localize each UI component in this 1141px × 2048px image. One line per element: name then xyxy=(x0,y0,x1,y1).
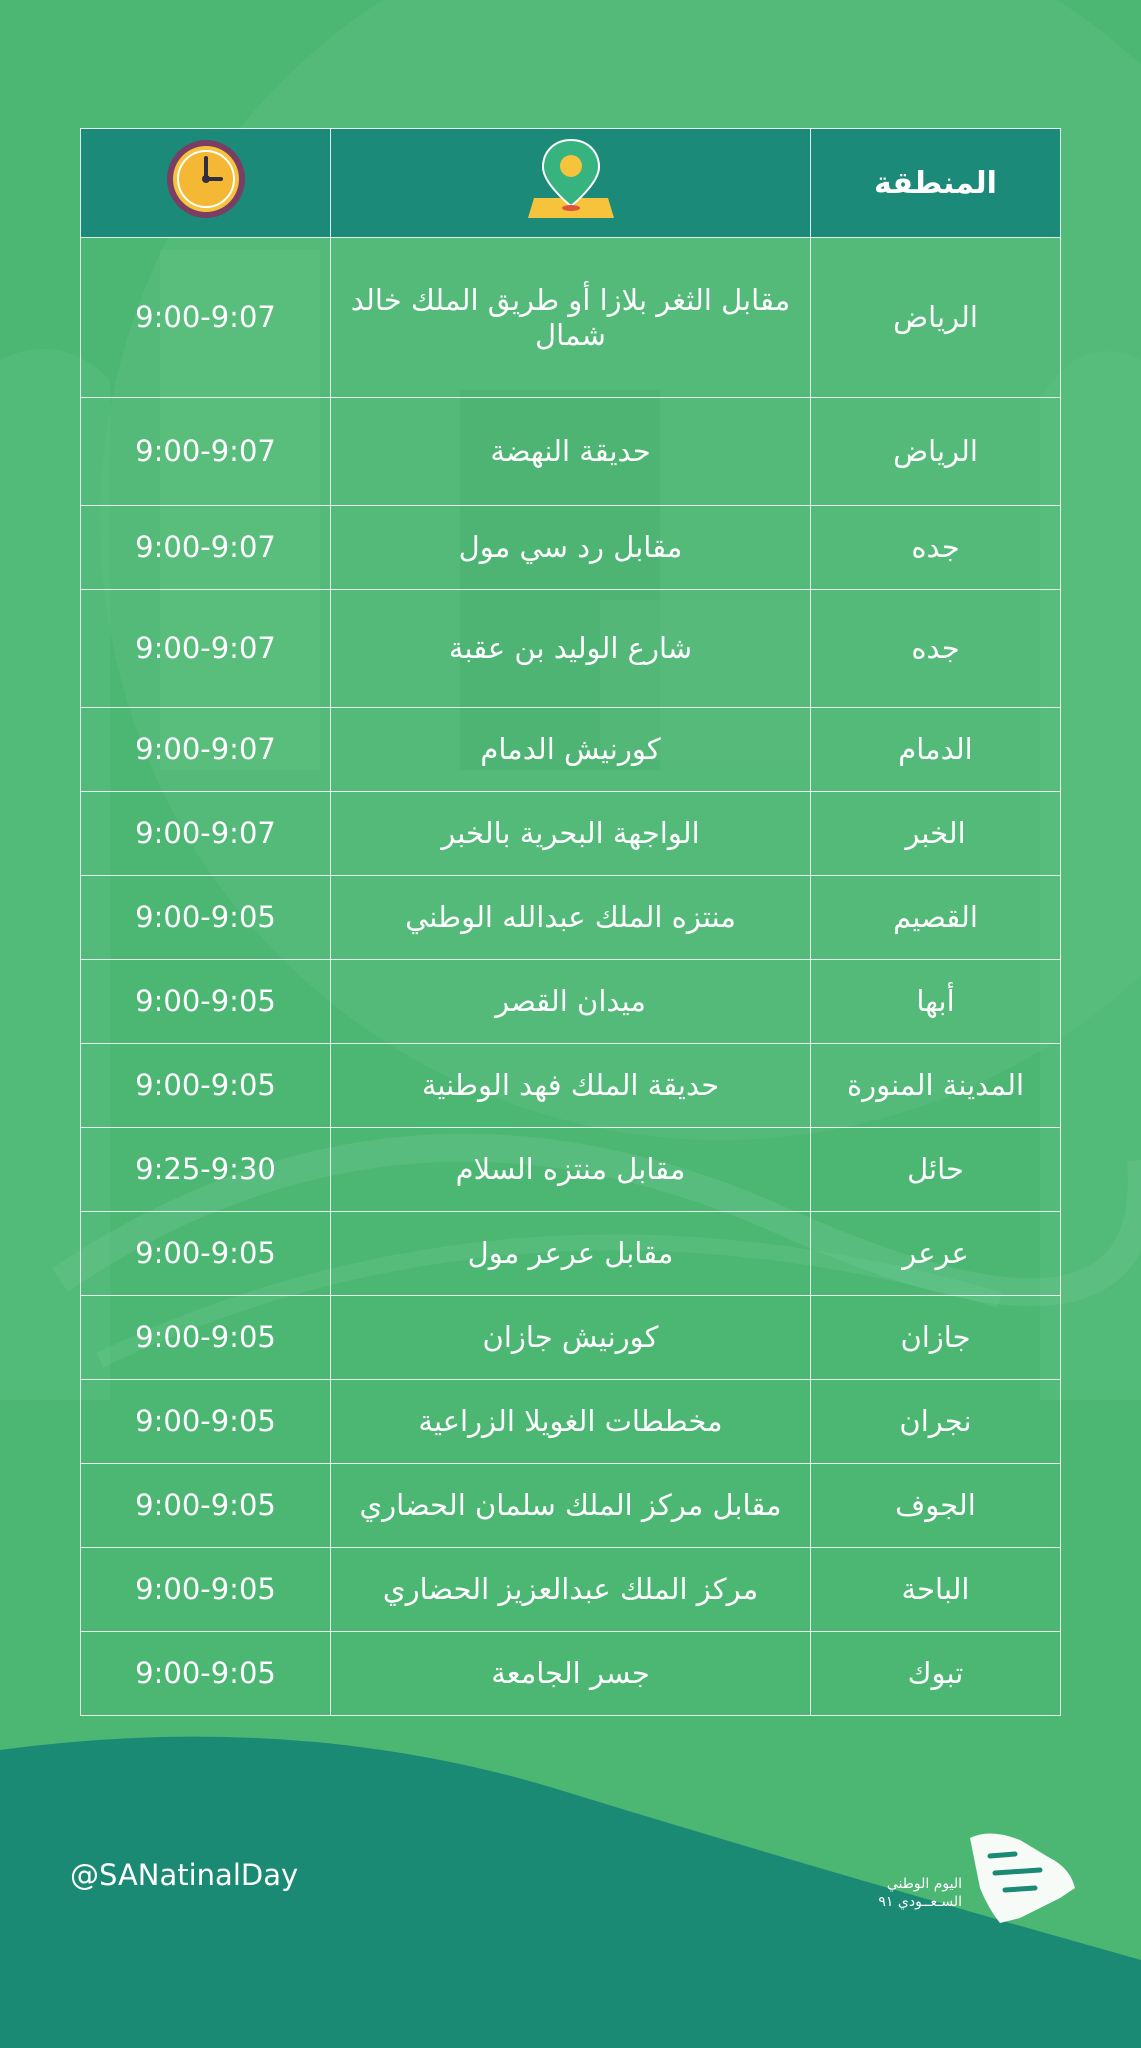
location-cell: حديقة الملك فهد الوطنية xyxy=(331,1044,811,1128)
region-cell: القصيم xyxy=(811,876,1061,960)
time-cell: 9:00-9:05 xyxy=(81,1212,331,1296)
location-cell: مقابل منتزه السلام xyxy=(331,1128,811,1212)
location-cell: جسر الجامعة xyxy=(331,1632,811,1716)
region-cell: الجوف xyxy=(811,1464,1061,1548)
time-column-header xyxy=(81,129,331,238)
location-cell: مخططات الغويلا الزراعية xyxy=(331,1380,811,1464)
time-cell: 9:00-9:05 xyxy=(81,1632,331,1716)
table-row xyxy=(81,238,1061,398)
time-cell: 9:00-9:07 xyxy=(81,398,331,506)
location-cell: مقابل عرعر مول xyxy=(331,1212,811,1296)
location-cell: الواجهة البحرية بالخبر xyxy=(331,792,811,876)
table-row xyxy=(81,1548,1061,1632)
location-cell: مقابل مركز الملك سلمان الحضاري xyxy=(331,1464,811,1548)
location-cell: مقابل الثغر بلازا أو طريق الملك خالد شمال xyxy=(331,238,811,398)
logo-line-2: السـعــودي ٩١ xyxy=(878,1893,962,1910)
time-cell: 9:00-9:05 xyxy=(81,876,331,960)
time-cell: 9:00-9:05 xyxy=(81,1044,331,1128)
time-cell: 9:00-9:07 xyxy=(81,590,331,708)
table-row xyxy=(81,960,1061,1044)
logo-text xyxy=(872,1876,962,1911)
region-cell: حائل xyxy=(811,1128,1061,1212)
location-cell: شارع الوليد بن عقبة xyxy=(331,590,811,708)
region-cell: الرياض xyxy=(811,398,1061,506)
table-row xyxy=(81,792,1061,876)
logo-line-1: اليوم الوطني xyxy=(886,1876,962,1892)
time-cell: 9:00-9:07 xyxy=(81,506,331,590)
region-cell: تبوك xyxy=(811,1632,1061,1716)
map-pin-icon xyxy=(526,136,616,222)
table-row xyxy=(81,1128,1061,1212)
table-row xyxy=(81,1632,1061,1716)
time-cell: 9:00-9:07 xyxy=(81,708,331,792)
location-cell: كورنيش جازان xyxy=(331,1296,811,1380)
clock-icon xyxy=(165,138,247,220)
region-column-header: المنطقة xyxy=(811,129,1061,238)
table-row xyxy=(81,1464,1061,1548)
table-row xyxy=(81,506,1061,590)
region-cell: الدمام xyxy=(811,708,1061,792)
region-cell: الخبر xyxy=(811,792,1061,876)
social-handle[interactable]: @SANatinalDay xyxy=(70,1858,299,1892)
time-cell: 9:00-9:05 xyxy=(81,1380,331,1464)
region-cell: عرعر xyxy=(811,1212,1061,1296)
table-row xyxy=(81,708,1061,792)
location-cell: مركز الملك عبدالعزيز الحضاري xyxy=(331,1548,811,1632)
region-cell: جازان xyxy=(811,1296,1061,1380)
region-cell: جده xyxy=(811,506,1061,590)
table-header-row xyxy=(81,129,1061,238)
location-cell: حديقة النهضة xyxy=(331,398,811,506)
location-cell: منتزه الملك عبدالله الوطني xyxy=(331,876,811,960)
schedule-table xyxy=(80,128,1061,1716)
location-cell: مقابل رد سي مول xyxy=(331,506,811,590)
region-cell: جده xyxy=(811,590,1061,708)
time-cell: 9:00-9:07 xyxy=(81,792,331,876)
table-row xyxy=(81,1212,1061,1296)
time-cell: 9:00-9:05 xyxy=(81,1464,331,1548)
location-cell: ميدان القصر xyxy=(331,960,811,1044)
region-cell: الرياض xyxy=(811,238,1061,398)
table-row xyxy=(81,1296,1061,1380)
table-row xyxy=(81,1044,1061,1128)
time-cell: 9:25-9:30 xyxy=(81,1128,331,1212)
region-cell: نجران xyxy=(811,1380,1061,1464)
region-cell: الباحة xyxy=(811,1548,1061,1632)
table-row xyxy=(81,398,1061,506)
region-cell: المدينة المنورة xyxy=(811,1044,1061,1128)
time-cell: 9:00-9:05 xyxy=(81,1296,331,1380)
table-row xyxy=(81,1380,1061,1464)
location-column-header xyxy=(331,129,811,238)
time-cell: 9:00-9:05 xyxy=(81,960,331,1044)
table-row xyxy=(81,876,1061,960)
table-row xyxy=(81,590,1061,708)
location-cell: كورنيش الدمام xyxy=(331,708,811,792)
time-cell: 9:00-9:05 xyxy=(81,1548,331,1632)
region-cell: أبها xyxy=(811,960,1061,1044)
time-cell: 9:00-9:07 xyxy=(81,238,331,398)
